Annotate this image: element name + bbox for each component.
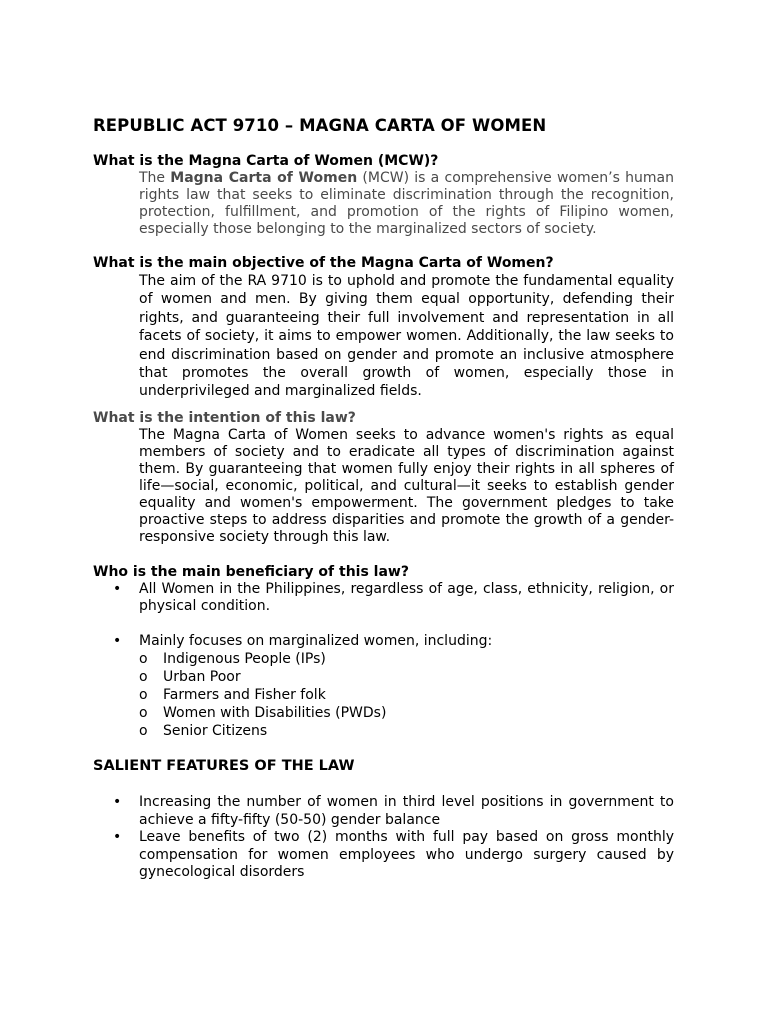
bullet-icon: • [113,632,122,649]
answer-intention: The Magna Carta of Women seeks to advance women's rights as equal members of society and to eradicate all types of discrimination against them. By guaranteeing that women fully enjoy their rights in all spheres of life—social, economic, political, and cultural—it seeks to establish gender equality and women's empowerment. The government pledges to take proactive steps to address disparities and promote the growth of a gender-responsive society through this law. [139,426,674,546]
list-item [93,829,674,882]
list-item-text: All Women in the Philippines, regardless of age, class, ethnicity, religion, or physical condition. [139,580,674,614]
answer-what-is-mcw [139,170,674,238]
sub-list-item [93,722,674,740]
list-item-text: Increasing the number of women in third level positions in government to achieve a fifty-fifty (50-50) gender balance [139,794,674,828]
section-intention [93,410,674,547]
bullet-icon: • [113,829,122,845]
section-main-objective [93,255,674,401]
question-beneficiary: Who is the main beneficiary of this law? [93,563,409,580]
answer-main-objective: The aim of the RA 9710 is to uphold and promote the fundamental equality of women and men. By giving them equal opportunity, defending their rights, and guaranteeing their full involvement and representation in all facets of society, it aims to empower women. Additionally, the law seeks to end discrimination based on gender and promote an inclusive atmosphere that promotes the overall growth of women, especially those in underprivileged and marginalized fields. [139,273,674,400]
question-intention: What is the intention of this law? [93,409,356,426]
bullet-icon: • [113,794,122,810]
sub-bullet-icon: o [139,669,148,685]
sub-list-item [93,686,674,704]
answer-lead: The [139,170,171,186]
question-what-is-mcw: What is the Magna Carta of Women (MCW)? [93,153,439,169]
sub-list-item-text: Indigenous People (IPs) [163,651,326,667]
sub-list-item [93,704,674,722]
section-beneficiary [93,564,674,741]
list-item [93,581,674,616]
sub-list-item [93,668,674,686]
marginalized-sublist [93,650,674,740]
sub-list-item-text: Urban Poor [163,669,241,685]
sub-bullet-icon: o [139,723,148,739]
question-main-objective: What is the main objective of the Magna Carta of Women? [93,255,554,271]
answer-bold-term: Magna Carta of Women [170,170,358,186]
sub-list-item-text: Women with Disabilities (PWDs) [163,705,387,721]
features-list [93,794,674,882]
list-item [93,633,674,651]
sub-list-item-text: Farmers and Fisher folk [163,687,326,703]
bullet-icon: • [113,580,122,597]
sub-bullet-icon: o [139,651,148,667]
sub-list-item [93,650,674,668]
sub-bullet-icon: o [139,705,148,721]
list-item [93,794,674,829]
features-heading: SALIENT FEATURES OF THE LAW [93,758,355,774]
sub-list-item-text: Senior Citizens [163,723,268,739]
sub-bullet-icon: o [139,687,148,703]
document-page [93,116,674,882]
document-title: REPUBLIC ACT 9710 – MAGNA CARTA OF WOMEN [93,116,547,135]
answer-rest: (MCW) is a comprehensive women’s human rights law that seeks to eliminate discrimination through the recognition, protection, fulfillment, and promotion of the rights of Filipino women, especially those belonging to the marginalized sectors of society. [139,170,674,237]
list-item-text: Leave benefits of two (2) months with full pay based on gross monthly compensation for women employees who undergo surgery caused by gynecological disorders [139,829,674,880]
beneficiary-list [93,581,674,616]
list-item-text: Mainly focuses on marginalized women, including: [139,632,493,649]
beneficiary-list-2 [93,633,674,651]
section-what-is-mcw [93,153,674,238]
